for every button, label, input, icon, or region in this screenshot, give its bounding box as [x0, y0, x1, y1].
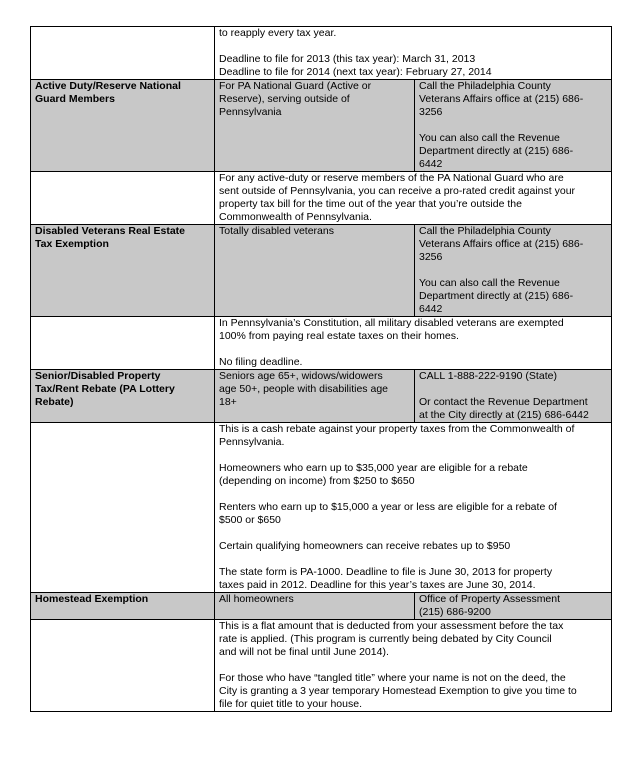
detail-cell [215, 172, 612, 225]
contact-paragraph: Or contact the Revenue Department at the City directly at (215) 686-6442 [419, 396, 589, 421]
detail-paragraph: The state form is PA-1000. Deadline to file is June 30, 2013 for property taxes paid in 2012. Deadline for this year’s taxes are June 30, 2014. [219, 566, 553, 591]
detail-cell [215, 317, 612, 370]
detail-cell [215, 423, 612, 593]
contact-cell [415, 80, 612, 172]
detail-paragraph: Renters who earn up to $15,000 a year or less are eligible for a rebate of $500 or $650 [219, 501, 557, 526]
detail-paragraph: For those who have “tangled title” where your name is not on the deed, the City is granting a 3 year temporary Homestead Exemption to give you time to file for quiet title to your house. [219, 672, 577, 710]
detail-paragraph: Certain qualifying homeowners can receive rebates up to $950 [219, 540, 511, 552]
eligibility-cell [215, 80, 415, 172]
detail-paragraph: This is a flat amount that is deducted from your assessment before the tax rate is applied. (This program is currently being debated by City Council and will not be final until June 2014). [219, 620, 564, 658]
program-name-text: Senior/Disabled Property Tax/Rent Rebate (PA Lottery Rebate) [35, 370, 175, 408]
detail-paragraph: In Pennsylvania’s Constitution, all military disabled veterans are exempted 100% from paying real estate taxes on their homes. [219, 317, 564, 342]
eligibility-cell [215, 593, 415, 620]
detail-cell [215, 27, 612, 80]
contact-paragraph: Office of Property Assessment (215) 686-9200 [419, 593, 561, 618]
eligibility-text: Seniors age 65+, widows/widowers age 50+, people with disabilities age 18+ [219, 370, 388, 408]
tax-programs-table [30, 26, 612, 712]
contact-cell [415, 593, 612, 620]
eligibility-text: For PA National Guard (Active or Reserve), serving outside of Pennsylvania [219, 80, 372, 118]
empty-cell [31, 620, 215, 712]
contact-paragraph: Call the Philadelphia County Veterans Affairs office at (215) 686- 3256 [419, 80, 584, 118]
program-name-text: Disabled Veterans Real Estate Tax Exemption [35, 225, 185, 250]
detail-paragraph: Deadline to file for 2013 (this tax year): March 31, 2013 Deadline to file for 2014 (next tax year): February 27, 2014 [219, 53, 492, 78]
empty-cell [31, 317, 215, 370]
empty-cell [31, 423, 215, 593]
program-name-text: Homestead Exemption [35, 593, 149, 605]
program-name [31, 370, 215, 423]
program-row [31, 225, 612, 317]
program-name [31, 80, 215, 172]
detail-row [31, 27, 612, 80]
contact-paragraph: You can also call the Revenue Department directly at (215) 686- 6442 [419, 132, 574, 170]
detail-row [31, 423, 612, 593]
detail-row [31, 317, 612, 370]
eligibility-cell [215, 225, 415, 317]
detail-paragraph: Homeowners who earn up to $35,000 year are eligible for a rebate (depending on income) from $250 to $650 [219, 462, 528, 487]
contact-paragraph: Call the Philadelphia County Veterans Affairs office at (215) 686- 3256 [419, 225, 584, 263]
program-name [31, 225, 215, 317]
detail-paragraph: No filing deadline. [219, 356, 303, 368]
detail-cell [215, 620, 612, 712]
program-row [31, 80, 612, 172]
table-body [31, 27, 612, 712]
empty-cell [31, 27, 215, 80]
eligibility-text: Totally disabled veterans [219, 225, 334, 237]
detail-paragraph: This is a cash rebate against your property taxes from the Commonwealth of Pennsylvania. [219, 423, 575, 448]
eligibility-cell [215, 370, 415, 423]
contact-paragraph: You can also call the Revenue Department directly at (215) 686- 6442 [419, 277, 574, 315]
contact-paragraph: CALL 1-888-222-9190 (State) [419, 370, 557, 382]
detail-row [31, 172, 612, 225]
contact-cell [415, 370, 612, 423]
detail-row [31, 620, 612, 712]
detail-paragraph: For any active-duty or reserve members of the PA National Guard who are sent outside of Pennsylvania, you can receive a pro-rated credit against your property tax bill for the time out of the year that you’re outside the Commonwealth of Pennsylvania. [219, 172, 576, 223]
program-name [31, 593, 215, 620]
program-name-text: Active Duty/Reserve National Guard Members [35, 80, 181, 105]
program-row [31, 370, 612, 423]
program-row [31, 593, 612, 620]
eligibility-text: All homeowners [219, 593, 294, 605]
empty-cell [31, 172, 215, 225]
contact-cell [415, 225, 612, 317]
detail-paragraph: to reapply every tax year. [219, 27, 337, 39]
